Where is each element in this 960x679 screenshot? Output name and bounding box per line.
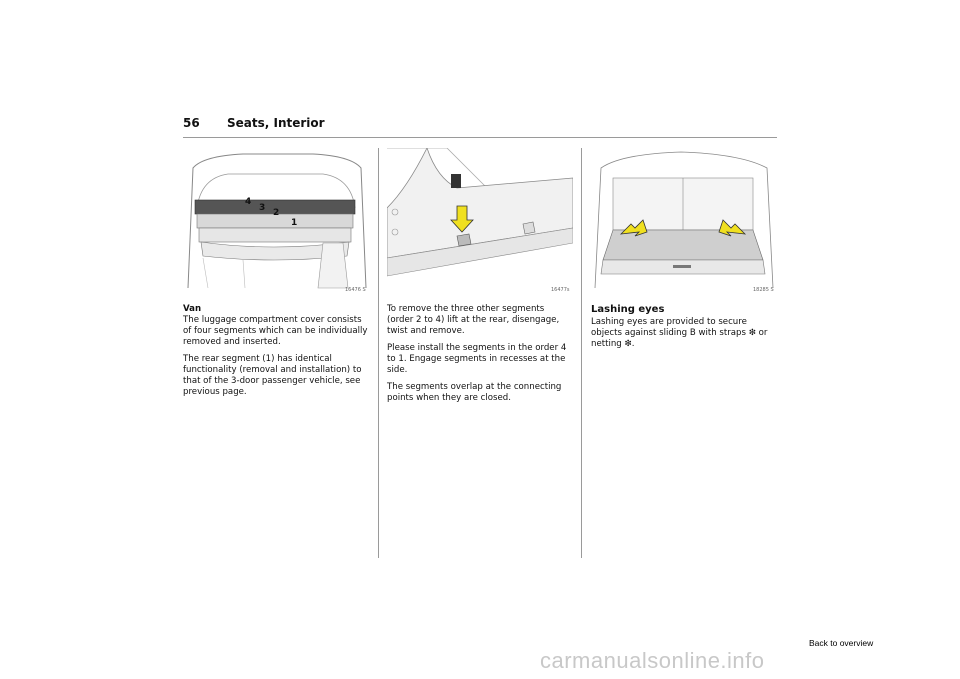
column-1-text bbox=[183, 304, 369, 404]
column-3-text bbox=[591, 304, 777, 356]
paragraph: The luggage compartment cover consists of four segments which can be individually removed and inserted. bbox=[183, 315, 368, 347]
paragraph-part: Lashing eyes are provided to secure objects against sliding B with straps bbox=[591, 317, 749, 338]
page-header bbox=[183, 116, 777, 138]
reference-glyph-icon: ❇ bbox=[748, 328, 756, 338]
figure-label-2: 2 bbox=[273, 208, 280, 218]
figure-label-3: 3 bbox=[259, 203, 266, 213]
column-divider-2 bbox=[581, 148, 582, 558]
paragraph: To remove the three other segments (order 2 to 4) lift at the rear, disengage, twist and remove. bbox=[387, 304, 560, 336]
column-2-text bbox=[387, 304, 573, 410]
reference-glyph-icon: ❇ bbox=[624, 339, 632, 349]
section-title: Seats, Interior bbox=[227, 116, 325, 130]
paragraph-part: or netting bbox=[591, 328, 768, 349]
figure-code: 18285 S bbox=[753, 287, 774, 293]
watermark: carmanualsonline.info bbox=[540, 648, 765, 673]
back-to-overview-link[interactable]: Back to overview bbox=[809, 638, 874, 648]
header-rule bbox=[183, 137, 777, 138]
illustration-segment-removal bbox=[387, 148, 573, 293]
paragraph: The segments overlap at the connecting points when they are closed. bbox=[387, 382, 562, 403]
figure-label-4: 4 bbox=[245, 197, 252, 207]
figure-label-1: 1 bbox=[291, 218, 298, 228]
heading-lashing-eyes: Lashing eyes bbox=[591, 304, 665, 315]
subheading-van: Van bbox=[183, 304, 202, 314]
paragraph: Please install the segments in the order 4 to 1. Engage segments in recesses at the side. bbox=[387, 343, 567, 375]
illustration-lashing-eyes bbox=[591, 148, 777, 293]
illustration-cargo-cover bbox=[183, 148, 369, 293]
figure-code: 16476 S bbox=[345, 287, 366, 293]
paragraph-part: . bbox=[631, 339, 635, 349]
column-divider-1 bbox=[378, 148, 379, 558]
figure-code: 16477s bbox=[551, 287, 570, 293]
page-number: 56 bbox=[183, 116, 200, 130]
paragraph: The rear segment (1) has identical functionality (removal and installation) to that of the 3-door passenger vehicle, see previous page. bbox=[183, 354, 362, 397]
